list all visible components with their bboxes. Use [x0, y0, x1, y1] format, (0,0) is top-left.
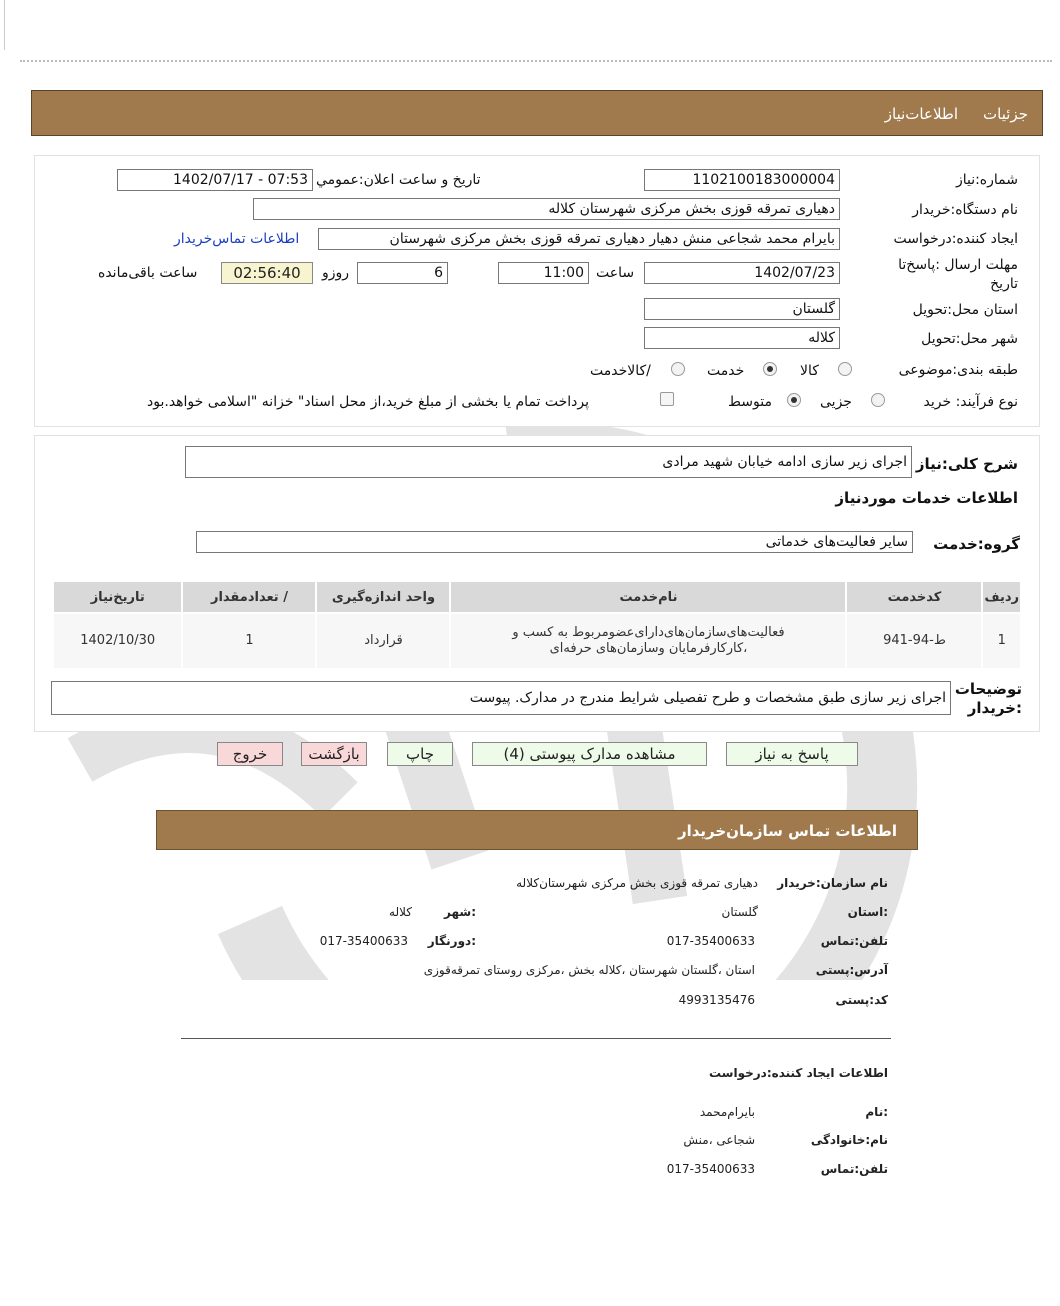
cell-row: 1 — [982, 613, 1021, 669]
top-divider — [20, 60, 1052, 62]
creator-phone-value: 017-35400633 — [666, 1162, 755, 1176]
deadline-label: مهلت ارسال :پاسخ‌تا تاریخ — [898, 257, 1018, 292]
contact-city-label: :شهر — [444, 905, 476, 919]
announce-field: 1402/07/17 - 07:53 — [117, 169, 313, 191]
announce-label: تاریخ و ساعت اعلان:عمومي — [316, 172, 481, 188]
col-unit: واحد اندازه‌گیری — [316, 581, 450, 613]
category-both-radio[interactable] — [671, 362, 685, 376]
process-partial-radio[interactable] — [871, 393, 885, 407]
back-button[interactable]: بازگشت — [301, 742, 367, 766]
left-edge-line — [4, 0, 5, 50]
province-label: استان محل:تحویل — [912, 302, 1018, 318]
treasury-payment-checkbox[interactable] — [660, 392, 674, 406]
table-header-row — [53, 581, 1021, 613]
contact-fax-value: 017-35400633 — [319, 934, 408, 948]
creator-info-title: اطلاعات ایجاد کننده:درخواست — [708, 1066, 888, 1080]
category-service-label: خدمت — [707, 363, 745, 379]
org-name-label: نام سازمان:خریدار — [777, 876, 888, 890]
reply-button[interactable]: پاسخ به نیاز — [726, 742, 858, 766]
category-both-label: /کالاخدمت — [590, 363, 651, 379]
col-quantity: / تعدادمقدار — [182, 581, 316, 613]
contact-phone-value: 017-35400633 — [666, 934, 755, 948]
contact-section-header — [156, 810, 918, 850]
contact-postal-value: 4993135476 — [678, 993, 755, 1007]
contact-phone-label: تلفن:تماس — [820, 934, 888, 948]
services-table — [52, 580, 1022, 670]
deadline-time-field: 11:00 — [498, 262, 589, 284]
process-label: نوع فرآیند: خرید — [923, 394, 1018, 410]
tab-details[interactable]: جزئیات — [983, 105, 1028, 123]
creator-label: ایجاد کننده:درخواست — [893, 231, 1018, 247]
table-row — [53, 613, 1021, 669]
page-header — [31, 90, 1043, 136]
col-service-code: کدخدمت — [846, 581, 982, 613]
buyer-notes-field: اجرای زیر سازی طبق مشخصات و طرح تفصیلی شرایط مندرج در مدارک. پیوست — [51, 681, 951, 715]
category-goods-radio[interactable] — [838, 362, 852, 376]
contact-address-value: استان ،گلستان شهرستان ،کلاله بخش ،مرکزی روستای تمرقه‌قوزی — [423, 963, 755, 977]
contact-section-title: اطلاعات تماس سازمان‌خریدار — [677, 822, 897, 840]
days-field: 6 — [357, 262, 448, 284]
services-title: اطلاعات خدمات موردنیاز — [835, 489, 1018, 507]
view-documents-button[interactable]: مشاهده مدارک پیوستی (4) — [472, 742, 707, 766]
creator-family-label: نام:خانوادگی — [810, 1133, 888, 1147]
contact-postal-label: کد:پستی — [835, 993, 888, 1007]
exit-button[interactable]: خروج — [217, 742, 283, 766]
need-number-field: 1102100183000004 — [644, 169, 840, 191]
buyer-notes-label: توضیحات :خریدار — [954, 680, 1022, 717]
cell-need-date: 1402/10/30 — [53, 613, 182, 669]
cell-unit: قرارداد — [316, 613, 450, 669]
col-need-date: تاریخ‌نیاز — [53, 581, 182, 613]
col-row: ردیف — [982, 581, 1021, 613]
cell-quantity: 1 — [182, 613, 316, 669]
contact-province-label: :استان — [847, 905, 888, 919]
contact-fax-label: :دورنگار — [427, 934, 476, 948]
summary-label: شرح کلی:نیاز — [915, 455, 1018, 473]
buyer-org-label: نام دستگاه:خریدار — [912, 202, 1018, 218]
province-field: گلستان — [644, 298, 840, 320]
summary-field: اجرای زیر سازی ادامه خیابان شهید مرادی — [185, 446, 912, 478]
remaining-time-field: 02:56:40 — [221, 262, 313, 284]
treasury-payment-note: پرداخت تمام یا بخشی از مبلغ خرید،از محل اسناد" خزانه "اسلامی خواهد.بود — [147, 394, 590, 410]
print-button[interactable]: چاپ — [387, 742, 453, 766]
category-label: طبقه بندی:موضوعی — [898, 362, 1018, 378]
creator-name-label: :نام — [865, 1105, 888, 1119]
creator-field: بایرام محمد شجاعی منش دهیار دهیاری تمرقه قوزی بخش مرکزی شهرستان — [318, 228, 840, 250]
col-service-name: نام‌خدمت — [450, 581, 846, 613]
city-field: کلاله — [644, 327, 840, 349]
buyer-org-field: دهیاری تمرقه قوزی بخش مرکزی شهرستان کلاله — [253, 198, 840, 220]
service-group-field: سایر فعالیت‌های خدماتی — [196, 531, 913, 553]
cell-service-name: فعالیت‌های‌سازمان‌های‌دارای‌عضو‌مربوط به کسب و ،کار‌کارفرمایان وسازمان‌های حرفه‌ای — [450, 613, 846, 669]
process-medium-label: متوسط — [728, 394, 772, 410]
service-group-label: گروه:خدمت — [933, 535, 1020, 553]
creator-name-value: بایرام‌محمد — [699, 1105, 755, 1119]
contact-province-value: گلستان — [721, 905, 758, 919]
deadline-date-field: 1402/07/23 — [644, 262, 840, 284]
category-service-radio[interactable] — [763, 362, 777, 376]
days-label: روزو — [322, 265, 350, 281]
creator-family-value: شجاعی ،منش — [683, 1133, 755, 1147]
org-name-value: دهیاری تمرقه قوزی بخش مرکزی شهرستان‌کلاله — [516, 876, 758, 890]
buyer-contact-link[interactable]: اطلاعات تماس‌خریدار — [174, 231, 300, 247]
remaining-label: ساعت باقی‌مانده — [98, 265, 198, 281]
process-medium-radio[interactable] — [787, 393, 801, 407]
city-label: شهر محل:تحویل — [921, 331, 1018, 347]
tab-need-info[interactable]: اطلاعات‌نیاز — [884, 105, 958, 123]
contact-divider — [181, 1038, 891, 1039]
contact-address-label: آدرس:پستی — [815, 963, 888, 977]
contact-city-value: کلاله — [389, 905, 412, 919]
need-number-label: شماره:نیاز — [955, 172, 1018, 188]
cell-service-code: ط-94-941 — [846, 613, 982, 669]
creator-phone-label: تلفن:تماس — [820, 1162, 888, 1176]
process-partial-label: جزیی — [820, 394, 852, 410]
category-goods-label: کالا — [800, 363, 819, 379]
hour-label: ساعت — [596, 265, 635, 281]
